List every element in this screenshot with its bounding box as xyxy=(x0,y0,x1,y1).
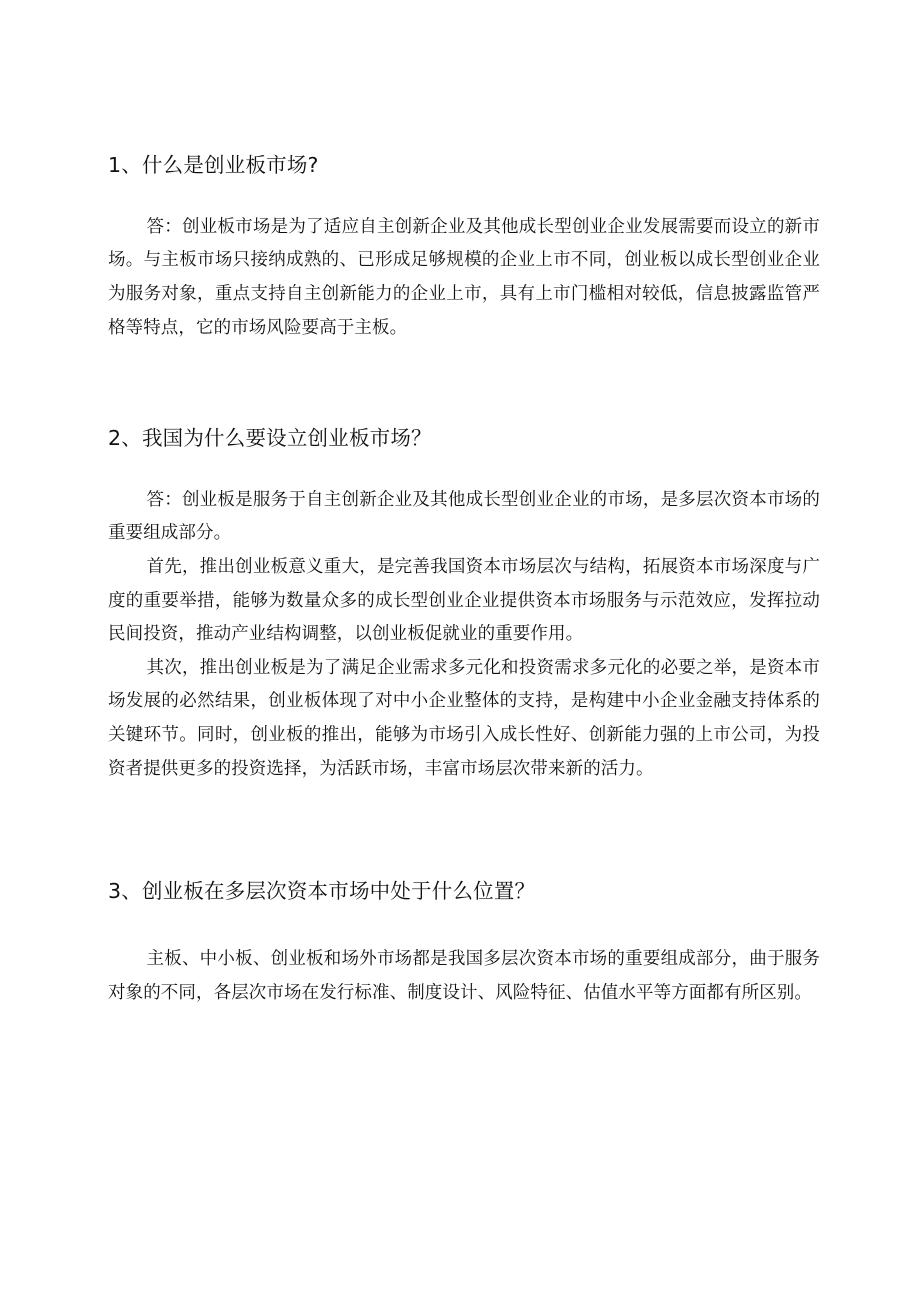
spacer xyxy=(108,345,820,423)
answer-paragraph-2-1: 答：创业板是服务于自主创新企业及其他成长型创业企业的市场，是多层次资本市场的重要组成部分。 xyxy=(108,489,820,544)
document-body xyxy=(108,150,820,1010)
answer-paragraph-3-1: 主板、中小板、创业板和场外市场都是我国多层次资本市场的重要组成部分，曲于服务对象的不同，各层次市场在发行标准、制度设计、风险特征、估值水平等方面都有所区别。 xyxy=(108,948,820,1003)
faq-item-2 xyxy=(108,423,820,786)
faq-item-1 xyxy=(108,150,820,345)
answer-paragraph-1-1: 答：创业板市场是为了适应自主创新企业及其他成长型创业企业发展需要而设立的新市场。与主板市场只接纳成熟的、已形成足够规模的企业上市不同，创业板以成长型创业企业为服务对象，重点支持自主创新能力的企业上市，具有上市门槛相对较低，信息披露监管严格等特点，它的市场风险要高于主板。 xyxy=(108,216,820,338)
answer-paragraph-2-3: 其次，推出创业板是为了满足企业需求多元化和投资需求多元化的必要之举，是资本市场发展的必然结果，创业板体现了对中小企业整体的支持，是构建中小企业金融支持体系的关键环节。同时，创业板的推出，能够为市场引入成长性好、创新能力强的上市公司，为投资者提供更多的投资选择，为活跃市场，丰富市场层次带来新的活力。 xyxy=(108,657,820,779)
spacer xyxy=(108,786,820,876)
question-heading-1: 1、什么是创业板市场? xyxy=(108,153,319,177)
spacer xyxy=(108,181,820,211)
faq-item-3 xyxy=(108,876,820,1010)
question-heading-2: 2、我国为什么要设立创业板市场？ xyxy=(108,426,432,451)
spacer xyxy=(108,907,820,943)
spacer xyxy=(108,454,820,484)
question-heading-3: 3、创业板在多层次资本市场中处于什么位置？ xyxy=(108,879,536,904)
answer-paragraph-2-2: 首先，推出创业板意义重大，是完善我国资本市场层次与结构，拓展资本市场深度与广度的重要举措，能够为数量众多的成长型创业企业提供资本市场服务与示范效应，发挥拉动民间投资，推动产业结构调整，以创业板促就业的重要作用。 xyxy=(108,557,820,645)
